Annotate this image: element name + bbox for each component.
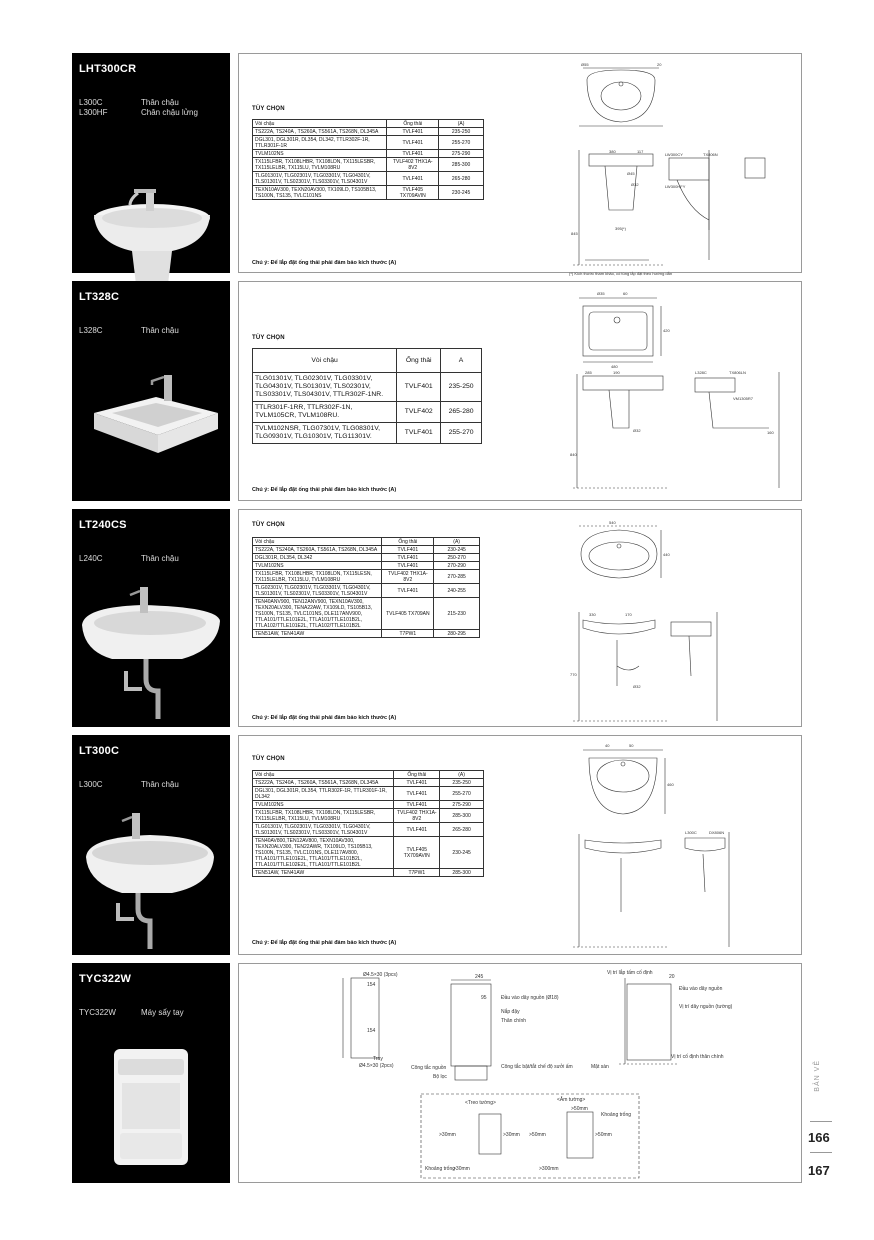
cell: TX115LFBR, TX108LHBR, TX108LDN, TX115LESBR, TX115LELBR, TX115LU, TVLM108RU <box>253 158 387 172</box>
install-note: Chú ý: Để lắp đặt ống thải phải đảm bảo kích thước (A) <box>252 487 397 493</box>
side-label: BẢN VẼ <box>814 1060 821 1092</box>
divider <box>810 1121 832 1122</box>
technical-drawing <box>569 60 799 276</box>
label: >50mm <box>529 1132 546 1138</box>
cell: TVLF405 TX709AVIN <box>394 837 440 869</box>
cell: 255-270 <box>439 136 484 150</box>
table-header <box>253 120 484 128</box>
product-code: TYC322W <box>79 973 132 985</box>
options-panel <box>238 735 802 955</box>
svg-text:LW300HFY: LW300HFY <box>665 184 686 189</box>
cell: TVLF401 <box>394 801 440 809</box>
faucet-table <box>252 119 484 200</box>
options-panel <box>238 509 802 727</box>
header-cell: Vòi chậu <box>253 349 397 373</box>
table-row <box>253 869 484 877</box>
label: Công tắc nguồn <box>411 1065 447 1071</box>
model-desc: Thân chậu <box>141 98 179 107</box>
header-cell: Ống thải <box>387 120 439 128</box>
drawing-note: (*) Kích thước tham khảo, có tùng lắp đặt theo hướng dẫn <box>569 271 673 276</box>
svg-text:60: 60 <box>623 291 628 296</box>
cell: T7PW1 <box>382 630 434 638</box>
cell: 265-280 <box>441 402 482 423</box>
model-list <box>79 554 103 564</box>
header-cell: (A) <box>434 538 480 546</box>
svg-text:Ø32: Ø32 <box>631 182 639 187</box>
cell: TX115LFBR, TX108LHBR, TX108LDN, TX115LESN, TX115LELBR, TX115LU, TVLM108RU <box>253 570 382 584</box>
washbasin-pedestal-photo <box>72 123 230 273</box>
cell: 215-230 <box>434 598 480 630</box>
table-header <box>253 538 480 546</box>
label: Ø4.5×30 (2pcs) <box>359 1063 394 1069</box>
cell: DGL301R, DL354, DL342 <box>253 554 382 562</box>
svg-text:330: 330 <box>589 612 596 617</box>
label: <Treo tường> <box>465 1100 496 1106</box>
label: Thân chính <box>501 1018 527 1024</box>
cell: 265-280 <box>439 172 484 186</box>
svg-text:285: 285 <box>585 370 592 375</box>
install-note: Chú ý: Để lắp đặt ống thải phải đảm bảo kích thước (A) <box>252 715 397 721</box>
install-note: Chú ý: Để lắp đặt ống thải phải đảm bảo kích thước (A) <box>252 260 397 266</box>
cell: TLG01301V, TLG02301V, TLG03301V, TLG04301V, TLS01301V, TLS02301V, TLS03301V, TLS04301V <box>253 823 394 837</box>
svg-text:L328C: L328C <box>695 370 707 375</box>
label: >50mm <box>595 1132 612 1138</box>
product-code: LHT300CR <box>79 63 137 75</box>
cell: 275-290 <box>439 150 484 158</box>
model-desc: Chân chậu lửng <box>141 108 198 117</box>
table-row <box>253 779 484 787</box>
svg-text:DX806N: DX806N <box>709 830 725 835</box>
cell: 255-270 <box>440 787 484 801</box>
cell: TVLF401 <box>387 172 439 186</box>
cell: TS222A, TS240A , TS260A, TS561A, TS268N, DL345A <box>253 779 394 787</box>
svg-text:50: 50 <box>629 743 634 748</box>
cell: 255-270 <box>441 423 482 444</box>
svg-text:540: 540 <box>609 520 616 525</box>
product-sidebar <box>72 735 230 955</box>
model-name: L240C <box>79 554 103 563</box>
cell: TVLF401 <box>394 787 440 801</box>
label: Vị trí dây nguồn (tường) <box>679 1004 733 1010</box>
cell: DGL301, DGL301R, DL354, DL342, TTLR302F-1R, TTLR301F-1R <box>253 136 387 150</box>
product-sidebar <box>72 281 230 501</box>
technical-drawing <box>569 516 799 724</box>
model-name: L300HF <box>79 108 108 117</box>
table-row <box>253 787 484 801</box>
options-title: TÙY CHỌN <box>252 335 285 341</box>
cell: 235-250 <box>440 779 484 787</box>
header-cell: Vòi chậu <box>253 538 382 546</box>
label: 95 <box>481 995 487 1001</box>
cell: TVLF401 <box>397 423 441 444</box>
svg-text:395(*): 395(*) <box>615 226 626 231</box>
label: Tray <box>373 1056 383 1062</box>
header-cell: Ống thải <box>382 538 434 546</box>
cell: 285-300 <box>440 809 484 823</box>
label: >30mm <box>453 1166 470 1172</box>
svg-text:160: 160 <box>767 430 774 435</box>
page-number: 167 <box>808 1163 830 1178</box>
divider <box>810 1152 832 1153</box>
cell: TLG01301V, TLG02301V, TLG03301V, TLG04301V, TLS01301V, TLS02301V, TLS03301V, TLS04301V, TTLR302F-1NR. <box>253 373 397 402</box>
cell: TVLF405 TX709AVIN <box>387 186 439 200</box>
faucet-table <box>252 348 482 444</box>
label: Nắp đậy <box>501 1009 520 1015</box>
cell: TVLF402 THX1A-8V2 <box>382 570 434 584</box>
hand-dryer-photo <box>72 1043 230 1183</box>
table-row <box>253 128 484 136</box>
cell: TVLM102NS <box>253 150 387 158</box>
cell: TVLF401 <box>387 150 439 158</box>
label: 154 <box>367 1028 376 1034</box>
wall-basin-photo <box>72 803 230 955</box>
cell: TVLF402 THX1A-8V2 <box>394 809 440 823</box>
cell: TVLM102NSR, TLG07301V, TLG08301V, TLG09301V, TLG10301V, TLG11301V. <box>253 423 397 444</box>
cell: TTLR301F-1RR, TTLR302F-1N, TVLM105CR, TVLM108RU. <box>253 402 397 423</box>
svg-text:190: 190 <box>613 370 620 375</box>
header-cell: Vòi chậu <box>253 120 387 128</box>
options-panel <box>238 53 802 276</box>
cell: TVLF401 <box>394 779 440 787</box>
svg-text:170: 170 <box>625 612 632 617</box>
svg-text:440: 440 <box>663 552 670 557</box>
cell: TX115LFBR, TX108LHBR, TX108LDN, TX115LESBR, TX115LELBR, TX115LU, TVLM108RU <box>253 809 394 823</box>
label: 20 <box>669 974 675 980</box>
label: Vị trí cố định thân chính <box>671 1054 724 1060</box>
header-cell: Ống thải <box>394 771 440 779</box>
table-row <box>253 150 484 158</box>
label: >30mm <box>503 1132 520 1138</box>
header-cell: (A) <box>440 771 484 779</box>
label: Khoảng trống <box>601 1112 632 1118</box>
cell: TVLF402 <box>397 402 441 423</box>
model-list <box>79 326 103 336</box>
label: >300mm <box>539 1166 559 1172</box>
svg-text:Ø35: Ø35 <box>597 291 605 296</box>
label: 245 <box>475 974 484 980</box>
table-row <box>253 158 484 172</box>
label: >30mm <box>439 1132 456 1138</box>
product-section-lt240cs <box>72 509 802 727</box>
cell: TVLF401 <box>394 823 440 837</box>
faucet-table <box>252 537 480 638</box>
cell: TVLF401 <box>387 136 439 150</box>
svg-text:L300C: L300C <box>685 830 697 835</box>
faucet-table <box>252 770 484 877</box>
cell: TVLF401 <box>382 562 434 570</box>
cell: TVLM102NS <box>253 801 394 809</box>
label: <Âm tường> <box>557 1097 586 1103</box>
technical-drawing <box>569 288 799 498</box>
svg-text:420: 420 <box>663 328 670 333</box>
model-name: TYC322W <box>79 1008 116 1017</box>
options-title: TÙY CHỌN <box>252 106 285 112</box>
label: Công tắc bật/tắt chế độ sưởi ấm <box>501 1064 573 1070</box>
options-panel <box>238 281 802 501</box>
svg-text:Ø32: Ø32 <box>633 684 641 689</box>
table-row <box>253 172 484 186</box>
label: 154 <box>367 982 376 988</box>
table-header <box>253 349 482 373</box>
desc-list <box>141 98 198 118</box>
cell: T7PW1 <box>394 869 440 877</box>
header-cell: A <box>441 349 482 373</box>
cell: TLG01301V, TLG02301V, TLG03301V, TLG04301V, TLS01301V, TLS02301V, TLS03301V, TLS04301V <box>253 172 387 186</box>
cell: 240-255 <box>434 584 480 598</box>
label: Đầu vào dây nguồn (Ø18) <box>501 995 559 1001</box>
rectangular-basin-photo <box>72 361 230 501</box>
product-code: LT240CS <box>79 519 127 531</box>
table-row <box>253 809 484 823</box>
cell: 235-250 <box>441 373 482 402</box>
model-list <box>79 780 103 790</box>
desc-list <box>141 780 179 790</box>
product-sidebar <box>72 509 230 727</box>
cell: 285-300 <box>439 158 484 172</box>
technical-drawing <box>569 742 799 950</box>
label: Ø4.5×30 (3pcs) <box>363 972 398 978</box>
cell: 280-295 <box>434 630 480 638</box>
svg-text:Ø32: Ø32 <box>633 428 641 433</box>
table-row <box>253 136 484 150</box>
page-number: 166 <box>808 1130 830 1145</box>
product-section-lht300cr <box>72 53 802 276</box>
product-code: LT300C <box>79 745 120 757</box>
product-section-lt300c <box>72 735 802 955</box>
svg-text:Ø55: Ø55 <box>581 62 589 67</box>
model-desc: Thân chậu <box>141 554 179 563</box>
product-sidebar <box>72 53 230 273</box>
table-row <box>253 562 480 570</box>
cell: TEN51AW, TEN41AW <box>253 630 382 638</box>
cell: 230-245 <box>440 837 484 869</box>
svg-text:20: 20 <box>657 62 662 67</box>
cell: 235-250 <box>439 128 484 136</box>
product-code: LT328C <box>79 291 120 303</box>
svg-text:840: 840 <box>570 452 577 457</box>
desc-list <box>141 326 179 336</box>
cell: TEN40ANV900, TEN12ANV900, TEXN10AV300, TEXN20ALV300, TENA22AW, TX109LD, TS105B13, TS100N, TS135, TVLC101NS, DLE117ANV900, TTLA101/TTLE101E2L, TTLA101/TTLE101B2L, TTLA102/TTLE101E2L, TTLA102/TTLE101B2L <box>253 598 382 630</box>
table-row <box>253 546 480 554</box>
label: Bộ lọc <box>433 1074 447 1080</box>
desc-list <box>141 554 179 564</box>
svg-text:845: 845 <box>571 231 578 236</box>
svg-text:460: 460 <box>667 782 674 787</box>
desc-list <box>141 1008 184 1018</box>
cell: 275-290 <box>440 801 484 809</box>
header-cell: Vòi chậu <box>253 771 394 779</box>
svg-text:380: 380 <box>609 149 616 154</box>
wall-basin-photo <box>72 579 230 727</box>
table-row <box>253 554 480 562</box>
table-row <box>253 584 480 598</box>
svg-text:LW300CY: LW300CY <box>665 152 683 157</box>
cell: 250-270 <box>434 554 480 562</box>
table-row <box>253 630 480 638</box>
cell: TVLF402 THX1A-8V2 <box>387 158 439 172</box>
svg-text:480: 480 <box>611 364 618 369</box>
options-title: TÙY CHỌN <box>252 756 285 762</box>
svg-text:TX806N: TX806N <box>703 152 718 157</box>
cell: 285-300 <box>440 869 484 877</box>
table-row <box>253 402 482 423</box>
model-name: L328C <box>79 326 103 335</box>
cell: 230-245 <box>434 546 480 554</box>
label: Vị trí lắp tấm cố định <box>607 970 653 976</box>
model-desc: Máy sấy tay <box>141 1008 184 1017</box>
table-row <box>253 823 484 837</box>
table-row <box>253 373 482 402</box>
table-row <box>253 598 480 630</box>
cell: TVLF401 <box>382 546 434 554</box>
table-row <box>253 186 484 200</box>
svg-text:Ø45: Ø45 <box>627 171 635 176</box>
cell: TVLF405 TX709AN <box>382 598 434 630</box>
product-section-lt328c <box>72 281 802 501</box>
model-name: L300C <box>79 780 103 789</box>
model-list <box>79 1008 116 1018</box>
label: >50mm <box>571 1106 588 1112</box>
svg-text:770: 770 <box>570 672 577 677</box>
cell: 230-245 <box>439 186 484 200</box>
product-section-tyc322w <box>72 963 802 1183</box>
cell: 270-290 <box>434 562 480 570</box>
cell: TEN51AW, TEN41AW <box>253 869 394 877</box>
svg-text:TX806LN: TX806LN <box>729 370 746 375</box>
options-panel <box>238 963 802 1183</box>
cell: TEXN10AV300, TEXN20AV300, TX109LD, TS105B13, TS100N, TS135, TVLC101NS <box>253 186 387 200</box>
header-cell: Ống thải <box>397 349 441 373</box>
label: Khoảng trống <box>425 1166 456 1172</box>
svg-text:117: 117 <box>637 149 644 154</box>
table-row <box>253 570 480 584</box>
model-name: L300C <box>79 98 103 107</box>
cell: TVLF401 <box>397 373 441 402</box>
table-header <box>253 771 484 779</box>
svg-text:40: 40 <box>605 743 610 748</box>
header-cell: (A) <box>439 120 484 128</box>
cell: TVLF401 <box>382 584 434 598</box>
cell: 265-280 <box>440 823 484 837</box>
cell: TLG02301V, TLG02301V, TLG03301V, TLG04301V, TLS01301V, TLS02301V, TLS03301V, TLS04301V <box>253 584 382 598</box>
model-desc: Thân chậu <box>141 780 179 789</box>
install-note: Chú ý: Để lắp đặt ống thải phải đảm bảo kích thước (A) <box>252 940 397 946</box>
cell: TS222A, TS240A , TS260A, TS561A, TS268N, DL345A <box>253 128 387 136</box>
model-list <box>79 98 107 118</box>
model-desc: Thân chậu <box>141 326 179 335</box>
cell: TVLF401 <box>382 554 434 562</box>
cell: 270-285 <box>434 570 480 584</box>
cell: TVLM102NS <box>253 562 382 570</box>
product-sidebar <box>72 963 230 1183</box>
cell: TVLF401 <box>387 128 439 136</box>
table-row <box>253 801 484 809</box>
cell: DGL301, DGL301R, DL354, TTLR302F-1R, TTLR301F-1R, DL342 <box>253 787 394 801</box>
label: Đầu vào dây nguồn <box>679 986 723 992</box>
cell: TS222A, TS240A, TS260A, TS561A, TS268N, DL345A <box>253 546 382 554</box>
label: Mặt sàn <box>591 1064 609 1070</box>
table-row <box>253 423 482 444</box>
cell: TEN40AV800,TEN12AV800, TEXN10AV300, TEXN20ALV300, TEN22AWR, TX109LD, TS105B13, TS100N, TS135, TVLC101NS, DLE117AV800, TTLA101/TTLE101E2L, TTLA101/TTLE101B2L, TTLA101/TTLE102E2L, TTLA101/TTLE101B2L <box>253 837 394 869</box>
table-row <box>253 837 484 869</box>
svg-text:VM1305R7: VM1305R7 <box>733 396 754 401</box>
technical-drawing <box>239 964 801 1182</box>
options-title: TÙY CHỌN <box>252 522 285 528</box>
